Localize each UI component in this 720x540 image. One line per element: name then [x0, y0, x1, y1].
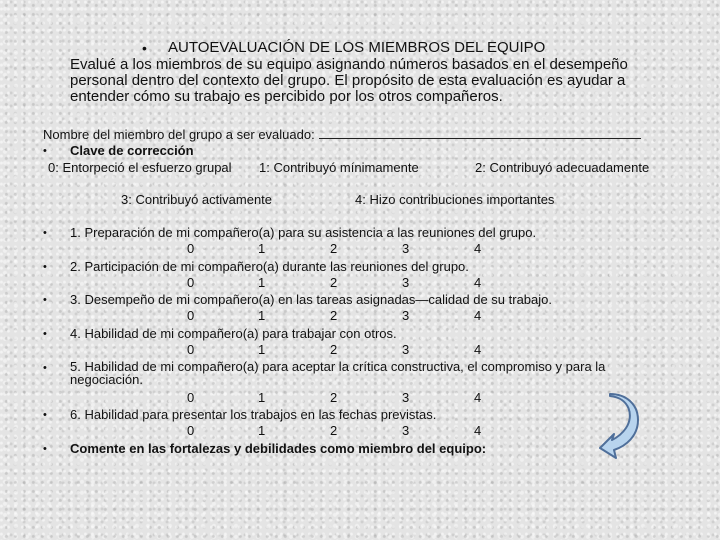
question-bullet: • — [43, 328, 47, 340]
member-name-row — [43, 126, 641, 142]
scale-option-0[interactable]: 0 — [187, 423, 195, 438]
scale-option-2[interactable]: 2 — [330, 423, 338, 438]
question-bullet: • — [43, 409, 47, 421]
question-6: 6. Habilidad para presentar los trabajos en las fechas previstas. — [70, 407, 437, 422]
key-bullet: • — [43, 145, 47, 157]
question-3: 3. Desempeño de mi compañero(a) en las tareas asignadas—calidad de su trabajo. — [70, 292, 552, 307]
member-name-label: Nombre del miembro del grupo a ser evaluado: — [43, 127, 315, 142]
scale-option-1[interactable]: 1 — [258, 390, 266, 405]
key-item-0: 0: Entorpeció el esfuerzo grupal — [48, 160, 232, 175]
scale-option-3[interactable]: 3 — [402, 241, 410, 256]
scale-option-1[interactable]: 1 — [258, 308, 266, 323]
question-5: 5. Habilidad de mi compañero(a) para aceptar la crítica constructiva, el compromiso y para la negociación. — [70, 359, 606, 387]
scale-option-0[interactable]: 0 — [187, 308, 195, 323]
scale-option-2[interactable]: 2 — [330, 275, 338, 290]
scale-option-0[interactable]: 0 — [187, 390, 195, 405]
scale-option-2[interactable]: 2 — [330, 342, 338, 357]
curved-arrow-icon[interactable] — [596, 392, 640, 462]
question-4: 4. Habilidad de mi compañero(a) para trabajar con otros. — [70, 326, 397, 341]
scale-option-3[interactable]: 3 — [402, 342, 410, 357]
key-item-3: 3: Contribuyó activamente — [121, 192, 273, 207]
key-item-2: 2: Contribuyó adecuadamente — [475, 160, 650, 175]
scale-option-1[interactable]: 1 — [258, 423, 266, 438]
scale-option-3[interactable]: 3 — [402, 275, 410, 290]
key-title: Clave de corrección — [70, 143, 194, 158]
comment-bullet: • — [43, 443, 47, 455]
scale-option-3[interactable]: 3 — [402, 423, 410, 438]
question-bullet: • — [43, 227, 47, 239]
scale-option-4[interactable]: 4 — [474, 390, 482, 405]
question-bullet: • — [43, 362, 47, 374]
question-bullet: • — [43, 294, 47, 306]
scale-option-4[interactable]: 4 — [474, 308, 482, 323]
intro-paragraph: Evalué a los miembros de su equipo asignando números basados en el desempeño personal dentro del contexto del grupo. El propósito de esta evaluación es ayudar a entender cómo su trabajo es percibido por los otros compañeros. — [70, 56, 628, 105]
question-1: 1. Preparación de mi compañero(a) para su asistencia a las reuniones del grupo. — [70, 225, 537, 240]
scale-option-0[interactable]: 0 — [187, 342, 195, 357]
scale-option-4[interactable]: 4 — [474, 342, 482, 357]
scale-option-1[interactable]: 1 — [258, 342, 266, 357]
question-2: 2. Participación de mi compañero(a) durante las reuniones del grupo. — [70, 259, 469, 274]
scale-option-3[interactable]: 3 — [402, 390, 410, 405]
scale-option-4[interactable]: 4 — [474, 423, 482, 438]
scale-option-4[interactable]: 4 — [474, 275, 482, 290]
scale-option-3[interactable]: 3 — [402, 308, 410, 323]
scale-option-2[interactable]: 2 — [330, 308, 338, 323]
scale-option-1[interactable]: 1 — [258, 275, 266, 290]
key-item-1: 1: Contribuyó mínimamente — [259, 160, 419, 175]
scale-option-0[interactable]: 0 — [187, 241, 195, 256]
scale-option-4[interactable]: 4 — [474, 241, 482, 256]
member-name-blank[interactable] — [319, 126, 641, 139]
scale-option-2[interactable]: 2 — [330, 241, 338, 256]
key-item-4: 4: Hizo contribuciones importantes — [355, 192, 555, 207]
scale-option-2[interactable]: 2 — [330, 390, 338, 405]
title-bullet: • — [142, 40, 147, 56]
page-title: AUTOEVALUACIÓN DE LOS MIEMBROS DEL EQUIPO — [168, 39, 546, 56]
scale-option-1[interactable]: 1 — [258, 241, 266, 256]
comment-prompt: Comente en las fortalezas y debilidades como miembro del equipo: — [70, 441, 487, 456]
question-bullet: • — [43, 261, 47, 273]
scale-option-0[interactable]: 0 — [187, 275, 195, 290]
